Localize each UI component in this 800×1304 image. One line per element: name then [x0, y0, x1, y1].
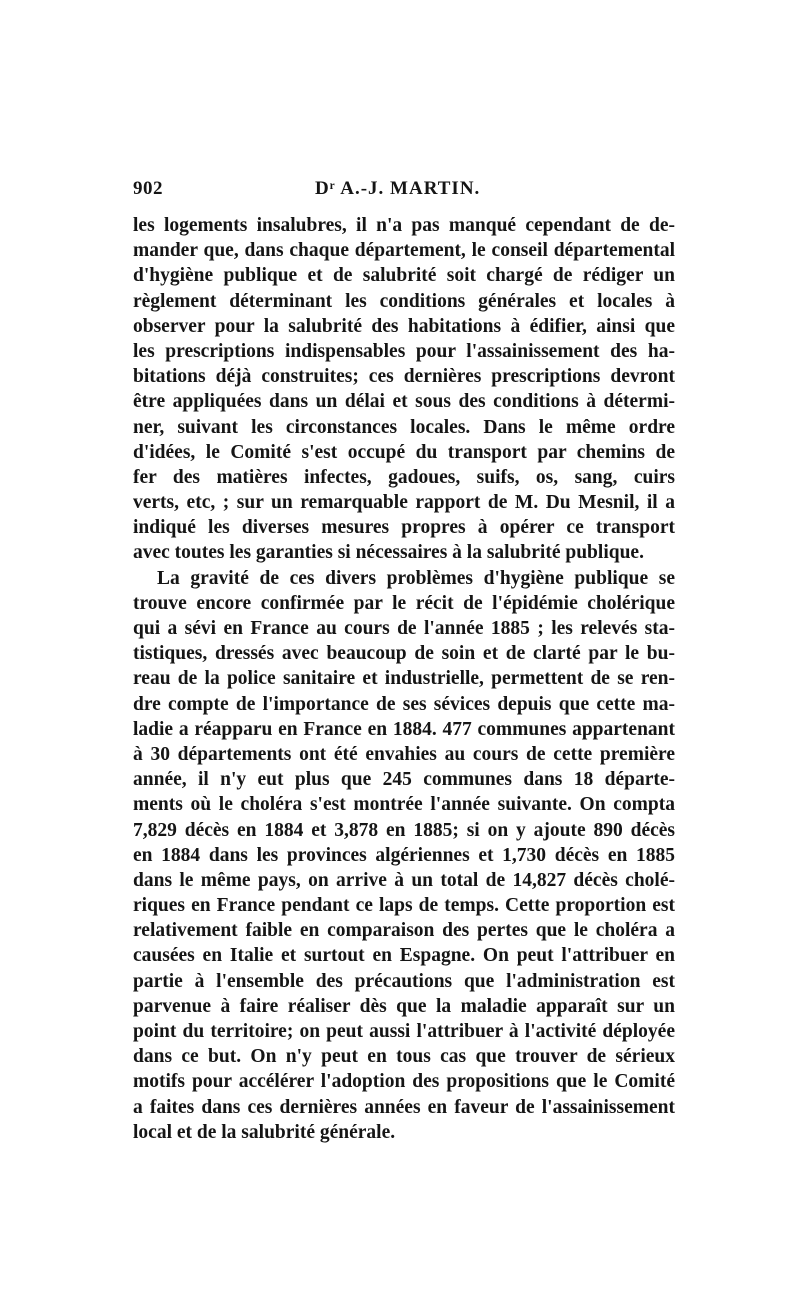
text-line: ladie a réapparu en France en 1884. 477 communes appartenant [133, 718, 675, 740]
page-header [133, 178, 673, 208]
text-line: d'idées, le Comité s'est occupé du transport par chemins de [133, 441, 675, 463]
text-line: bitations déjà construites; ces dernières prescriptions devront [133, 366, 675, 388]
text-line: mander que, dans chaque département, le conseil départemental [133, 240, 675, 262]
paragraph [133, 566, 675, 1145]
text-line: dre compte de l'importance de ses sévices depuis que cette ma- [133, 693, 675, 715]
text-line: règlement déterminant les conditions générales et locales à [133, 290, 675, 312]
text-line: reau de la police sanitaire et industrielle, permettent de se ren- [133, 668, 675, 690]
text-line: riques en France pendant ce laps de temps. Cette proportion est [133, 895, 675, 917]
paragraph [133, 213, 675, 566]
text-line: être appliquées dans un délai et sous des conditions à détermi- [133, 391, 675, 413]
text-line: fer des matières infectes, gadoues, suifs, os, sang, cuirs [133, 466, 675, 488]
text-line: motifs pour accélérer l'adoption des propositions que le Comité [133, 1071, 675, 1093]
page-number: 902 [133, 178, 163, 199]
text-line: année, il n'y eut plus que 245 communes dans 18 départe- [133, 769, 675, 791]
text-line: qui a sévi en France au cours de l'année 1885 ; les relevés sta- [133, 618, 675, 639]
text-line: à 30 départements ont été envahies au cours de cette première [133, 743, 675, 765]
running-head: Dʳ A.-J. MARTIN. [315, 178, 481, 199]
text-line: point du territoire; on peut aussi l'attribuer à l'activité déployée [133, 1021, 675, 1042]
text-line: relativement faible en comparaison des pertes que le choléra a [133, 920, 675, 942]
text-line: parvenue à faire réaliser dès que la maladie apparaît sur un [133, 995, 675, 1017]
text-line: ments où le choléra s'est montrée l'année suivante. On compta [133, 794, 675, 816]
text-line: en 1884 dans les provinces algériennes et 1,730 décès en 1885 [133, 844, 675, 866]
text-line: indiqué les diverses mesures propres à opérer ce transport [133, 517, 675, 539]
text-line: trouve encore confirmée par le récit de l'épidémie cholérique [133, 592, 675, 614]
body-text [133, 213, 675, 1145]
text-line: dans le même pays, on arrive à un total de 14,827 décès cholé- [133, 869, 675, 891]
text-line: d'hygiène publique et de salubrité soit chargé de rédiger un [133, 265, 675, 287]
text-line: verts, etc, ; sur un remarquable rapport de M. Du Mesnil, il a [133, 492, 675, 514]
text-line: local et de la salubrité générale. [133, 1121, 396, 1143]
text-line: partie à l'ensemble des précautions que l'administration est [133, 970, 675, 992]
text-line: 7,829 décès en 1884 et 3,878 en 1885; si on y ajoute 890 décès [133, 819, 675, 841]
text-line: dans ce but. On n'y peut en tous cas que trouver de sérieux [133, 1046, 675, 1068]
text-line: les prescriptions indispensables pour l'assainissement des ha- [133, 340, 675, 362]
text-line: ner, suivant les circonstances locales. Dans le même ordre [133, 416, 675, 438]
text-line: avec toutes les garanties si nécessaires à la salubrité publique. [133, 542, 644, 564]
text-line: tistiques, dressés avec beaucoup de soin et de clarté par le bu- [133, 643, 675, 665]
text-line: observer pour la salubrité des habitations à édifier, ainsi que [133, 315, 675, 337]
text-line: causées en Italie et surtout en Espagne. On peut l'attribuer en [133, 945, 675, 967]
text-line: a faites dans ces dernières années en faveur de l'assainissement [133, 1096, 675, 1118]
text-line: les logements insalubres, il n'a pas manqué cependant de de- [133, 215, 675, 236]
text-line: La gravité de ces divers problèmes d'hygiène publique se [157, 567, 675, 589]
